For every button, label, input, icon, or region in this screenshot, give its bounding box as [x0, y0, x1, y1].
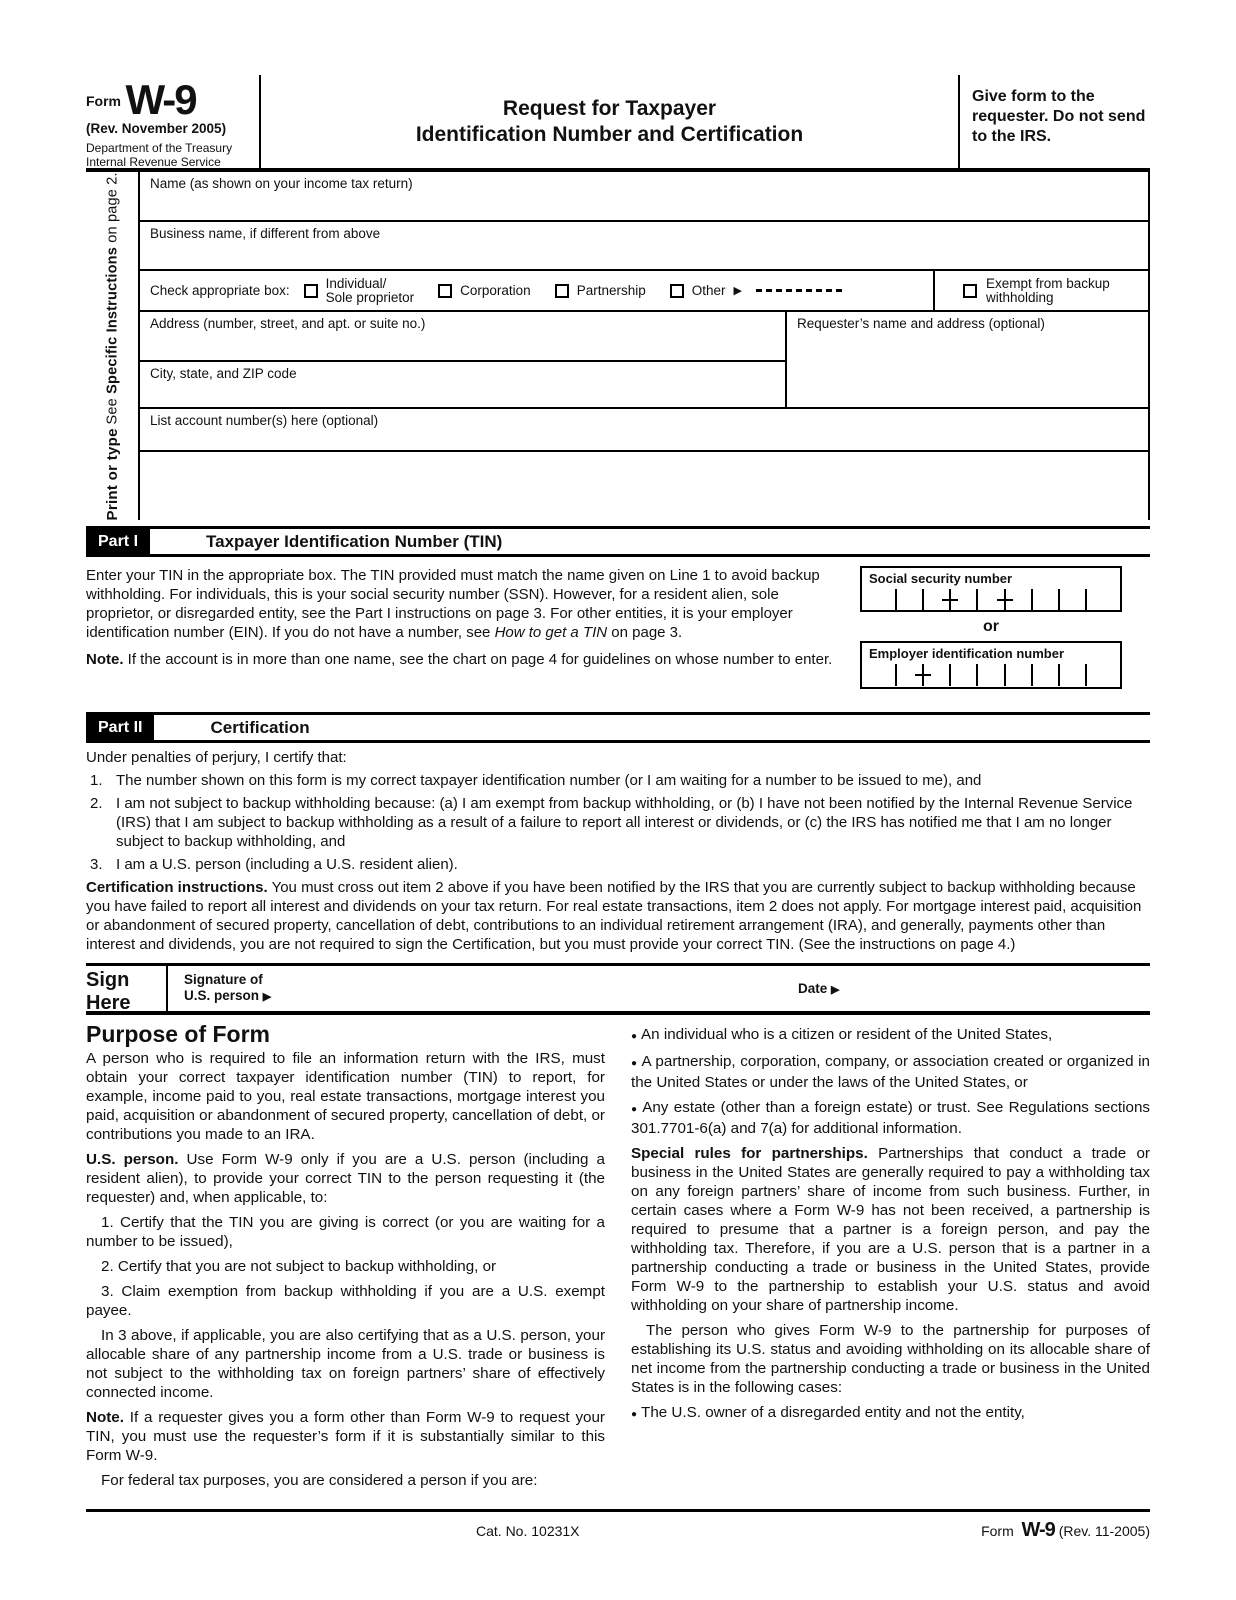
name-field[interactable] [140, 172, 1148, 222]
certification-item: 3. I am a U.S. person (including a U.S. resident alien). [90, 856, 458, 874]
certification-instructions: Certification instructions. You must cross out item 2 above if you have been notified by the IRS that you are currently subject to backup withholding because you have failed to report all interest and dividends on your tax return. For real estate transactions, item 2 does not apply. For mortgage interest paid, acquisition or abandonment of secured property, cancellation of debt, contributions to an individual retirement arrangement (IRA), and generally, payments other than interest and dividends, you are not required to sign the Certification, but you must provide your correct TIN. (See the instructions on page 4.) [86, 879, 1142, 954]
individual-checkbox[interactable] [304, 284, 318, 298]
ssn-input-cells[interactable] [869, 587, 1113, 611]
signature-label: Signature of U.S. person ▶ [184, 972, 272, 1004]
other-label: Other [691, 282, 726, 298]
in-3-above-paragraph: In 3 above, if applicable, you are also certifying that as a U.S. person, your allocable share of any partnership income from a U.S. trade or business is not subject to the withholding tax on foreign partners’ share of effectively connected income. [86, 1327, 605, 1402]
form-title-block [259, 75, 958, 168]
purpose-paragraph: A person who is required to file an information return with the IRS, must obtain your correct taxpayer identification number (TIN) to report, for example, income paid to you, real estate transactions, mortgage interest you paid, acquisition or abandonment of secured property, cancellation of debt, or contributions you made to an IRA. [86, 1050, 605, 1144]
instructions-section [86, 1021, 1150, 1496]
date-arrow-icon: ▶ [831, 984, 840, 997]
form-word: Form [86, 93, 121, 109]
note-paragraph: Note. If a requester gives you a form other than Form W-9 to request your TIN, you must use the requester’s form if it is substantially similar to this Form W-9. [86, 1409, 605, 1465]
individual-label: Individual/ Sole proprietor [325, 275, 415, 305]
exempt-label: Exempt from backup withholding [986, 275, 1110, 305]
person-who-gives-paragraph: The person who gives Form W-9 to the partnership for purposes of establishing its U.S. status and avoiding withholding on its allocable share of net income from the partnership conducting a trade or business in the United States is in the following cases: [631, 1322, 1150, 1397]
account-numbers-field[interactable] [140, 409, 1148, 452]
part2-title: Certification [210, 717, 310, 737]
part2-band [86, 712, 1150, 743]
purpose-list-item: 2. Certify that you are not subject to backup withholding, or [101, 1258, 497, 1276]
exempt-cell [933, 271, 1148, 310]
ein-input-cells[interactable] [869, 662, 1113, 686]
purpose-list-item: 3. Claim exemption from backup withholding if you are a U.S. exempt payee. [86, 1283, 605, 1320]
footer-form-id: Form W-9 (Rev. 11-2005) [981, 1519, 1150, 1541]
address-requester-row [140, 312, 1148, 409]
certification-item: 2. I am not subject to backup withholding because: (a) I am exempt from backup withholding, or (b) I have not been notified by the Internal Revenue Service (IRS) that I am subject to backup withholding as a result of a failure to report all interest or dividends, or (c) the IRS has notified me that I am no longer subject to backup withholding, and [90, 795, 1133, 851]
business-name-field[interactable] [140, 222, 1148, 271]
exempt-checkbox[interactable] [963, 284, 977, 298]
requester-label: Requester’s name and address (optional) [797, 316, 1045, 331]
other-arrow-icon: ▶ [733, 285, 742, 297]
ssn-label: Social security number [869, 571, 1013, 587]
certification-intro: Under penalties of perjury, I certify that: [86, 749, 347, 767]
requester-field[interactable] [785, 312, 1148, 407]
form-revision: (Rev. November 2005) [86, 121, 227, 136]
form-header [86, 75, 1150, 172]
identity-fields-table [138, 172, 1150, 520]
print-or-type-sidebar [86, 172, 138, 520]
part1-band [86, 526, 1150, 557]
partnership-label: Partnership [576, 282, 646, 298]
or-text: or [983, 618, 999, 636]
bullet-item: ● The U.S. owner of a disregarded entity and not the entity, [631, 1404, 1025, 1422]
bullet-icon: ● [631, 1104, 639, 1116]
form-id-block [86, 75, 259, 168]
signature-arrow-icon: ▶ [262, 991, 272, 1004]
bullet-icon: ● [631, 1058, 638, 1070]
ssn-box [860, 566, 1122, 612]
tin-note-paragraph: Note. If the account is in more than one name, see the chart on page 4 for guidelines on whose number to enter. [86, 651, 833, 669]
name-field-label: Name (as shown on your income tax return) [150, 176, 413, 191]
corporation-label: Corporation [460, 282, 531, 298]
corporation-checkbox[interactable] [438, 284, 452, 298]
other-specify-line[interactable] [756, 289, 842, 292]
catalog-number: Cat. No. 10231X [476, 1523, 580, 1539]
bullet-icon: ● [631, 1031, 638, 1043]
city-label: City, state, and ZIP code [150, 366, 297, 381]
federal-tax-paragraph: For federal tax purposes, you are considered a person if you are: [101, 1472, 538, 1490]
other-checkbox[interactable] [670, 284, 684, 298]
service-line: Internal Revenue Service [86, 155, 221, 169]
date-label: Date ▶ [798, 981, 840, 997]
see-instructions-label: See Specific Instructions on page 2. [104, 172, 120, 425]
business-name-label: Business name, if different from above [150, 226, 381, 241]
special-rules-paragraph: Special rules for partnerships. Partnerships that conduct a trade or business in the United States are generally required to pay a withholding tax on any foreign partners’ share of income from such business. Further, in certain cases where a Form W-9 has not been received, a partnership is required to presume that a partner is a foreign person, and pay the withholding tax. Therefore, if you are a U.S. person that is a partner in a partnership conducting a trade or business in the United States, provide Form W-9 to the partnership to establish your U.S. status and avoid withholding on your share of partnership income. [631, 1145, 1150, 1315]
entity-type-row [140, 271, 1148, 312]
address-field[interactable] [140, 312, 785, 362]
part1-body [86, 566, 1150, 706]
ein-box [860, 641, 1122, 689]
account-numbers-label: List account number(s) here (optional) [150, 413, 379, 428]
date-input-area[interactable] [858, 966, 1150, 1011]
identity-section [86, 172, 1150, 520]
part1-title: Taxpayer Identification Number (TIN) [206, 531, 503, 551]
page-footer [86, 1509, 1150, 1542]
form-title: Request for Taxpayer Identification Number and Certification [415, 96, 804, 146]
ein-label: Employer identification number [869, 646, 1065, 662]
left-column [86, 1021, 605, 1496]
bullet-icon: ● [631, 1409, 638, 1421]
part1-badge: Part I [86, 529, 150, 554]
sign-here-label: Sign Here [86, 969, 131, 1015]
part2-badge: Part II [86, 715, 154, 740]
purpose-of-form-heading: Purpose of Form [86, 1021, 271, 1048]
option-individual [304, 277, 415, 305]
option-other [670, 284, 742, 298]
purpose-list-item: 1. Certify that the TIN you are giving is correct (or you are waiting for a number to be issued), [86, 1214, 605, 1251]
part2-body [86, 748, 1150, 954]
tin-instructions-paragraph: Enter your TIN in the appropriate box. The TIN provided must match the name given on Line 1 to avoid backup withholding. For individuals, this is your social security number (SSN). However, for a resident alien, sole proprietor, or disregarded entity, see the Part I instructions on page 3. For other entities, it is your employer identification number (EIN). If you do not have a number, see How to get a TIN on page 3. [86, 567, 820, 642]
department-line: Department of the Treasury [86, 141, 233, 155]
option-partnership [555, 284, 646, 298]
right-column [631, 1025, 1150, 1496]
give-form-note: Give form to the requester. Do not send to the IRS. [958, 75, 1150, 168]
option-corporation [438, 284, 531, 298]
sign-here-row [86, 963, 1150, 1015]
bullet-item: ● A partnership, corporation, company, or association created or organized in the United States or under the laws of the United States, or [631, 1053, 1150, 1092]
bullet-item: ● An individual who is a citizen or resident of the United States, [631, 1026, 1053, 1044]
city-state-zip-field[interactable] [140, 362, 785, 407]
certification-item: 1. The number shown on this form is my correct taxpayer identification number (or I am waiting for a number to be issued to me), and [90, 772, 982, 790]
us-person-paragraph: U.S. person. Use Form W-9 only if you are a U.S. person (including a resident alien), to provide your correct TIN to the person requesting it (the requester) and, when applicable, to: [86, 1151, 605, 1207]
bullet-item: ● Any estate (other than a foreign estate) or trust. See Regulations sections 301.7701-6(a) and 7(a) for additional information. [631, 1099, 1150, 1138]
form-number: W-9 [125, 76, 196, 123]
address-label: Address (number, street, and apt. or suite no.) [150, 316, 426, 331]
partnership-checkbox[interactable] [555, 284, 569, 298]
check-appropriate-box-label: Check appropriate box: [150, 283, 290, 298]
print-or-type-label: Print or type [103, 428, 121, 521]
